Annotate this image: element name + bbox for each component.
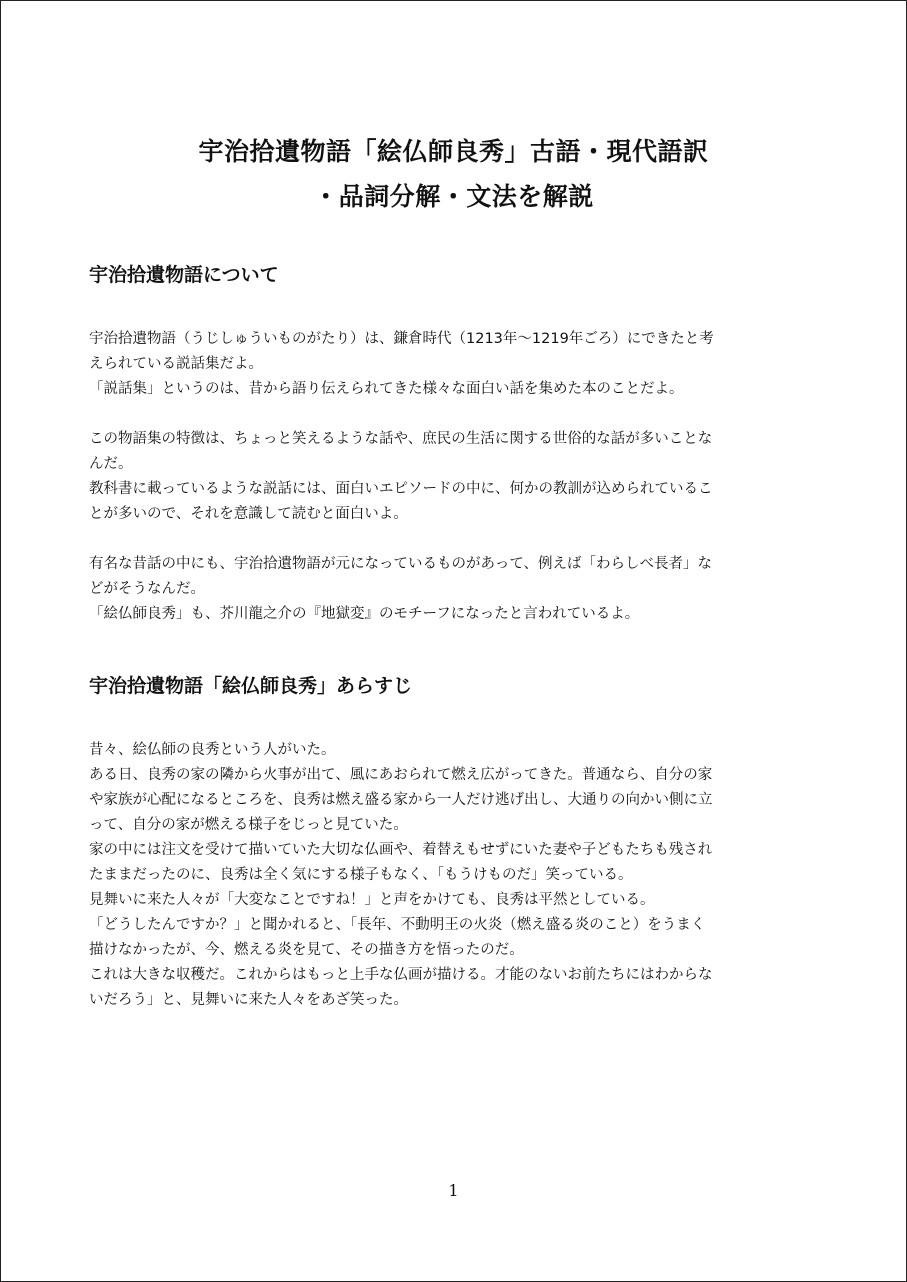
- text-line: 描けなかったが、今、燃える炎を見て、その描き方を悟ったのだ。: [89, 942, 524, 958]
- text-line: どがそうなんだ。: [89, 581, 205, 597]
- text-line: って、自分の家が燃える様子をじっと見ていた。: [89, 817, 408, 833]
- text-line: 宇治拾遺物語（うじしゅういものがたり）は、鎌倉時代（1213年～1219年ごろ）にできたと考: [89, 331, 714, 347]
- text-line: この物語集の特徴は、ちょっと笑えるような話や、庶民の生活に関する世俗的な話が多いことな: [89, 431, 713, 447]
- text-line: 有名な昔話の中にも、宇治拾遺物語が元になっているものがあって、例えば「わらしべ長者」な: [89, 556, 713, 572]
- paragraph: [89, 327, 819, 402]
- text-line: たままだったのに、良秀は全く気にする様子もなく、「もうけものだ」笑っている。: [89, 867, 633, 883]
- text-line: 教科書に載っているような説話には、面白いエピソードの中に、何かの教訓が込められているこ: [89, 481, 713, 497]
- section-about: [89, 261, 819, 627]
- text-line: や家族が心配になるところを、良秀は燃え盛る家から一人だけ逃げ出し、大通りの向かい側に立: [89, 792, 713, 808]
- page-number: 1: [448, 1181, 459, 1200]
- text-line: これは大きな収穫だ。これからはもっと上手な仏画が描ける。才能のないお前たちにはわからな: [89, 967, 713, 983]
- section-heading: 宇治拾遺物語について: [89, 264, 279, 286]
- page-title: [1, 129, 906, 219]
- text-line: 「どうしたんですか？」と聞かれると、「長年、不動明王の火炎（燃え盛る炎のこと）をうまく: [89, 917, 706, 933]
- title-line-2: ・品詞分解・文法を解説: [313, 182, 594, 211]
- paragraph: [89, 427, 819, 527]
- text-line: んだ。: [89, 456, 133, 472]
- text-line: いだろう」と、見舞いに来た人々をあざ笑った。: [89, 992, 408, 1008]
- section-heading: 宇治拾遺物語「絵仏師良秀」あらすじ: [89, 675, 413, 697]
- section-synopsis: [89, 672, 819, 1013]
- text-line: 家の中には注文を受けて描いていた大切な仏画や、着替えもせずにいた妻や子どもたちも残され: [89, 842, 713, 858]
- text-line: とが多いので、それを意識して読むと面白いよ。: [89, 506, 408, 522]
- paragraph: [89, 552, 819, 627]
- text-line: 「説話集」というのは、昔から語り伝えられてきた様々な面白い話を集めた本のことだよ。: [89, 381, 684, 397]
- text-line: ある日、良秀の家の隣から火事が出て、風にあおられて燃え広がってきた。普通なら、自分の家: [89, 767, 713, 783]
- paragraph: [89, 738, 819, 1013]
- text-line: 見舞いに来た人々が「大変なことですね！」と声をかけても、良秀は平然としている。: [89, 892, 655, 908]
- title-line-1: 宇治拾遺物語「絵仏師良秀」古語・現代語訳: [198, 137, 709, 166]
- text-line: 昔々、絵仏師の良秀という人がいた。: [89, 742, 336, 758]
- text-line: えられている説話集だよ。: [89, 356, 263, 372]
- text-line: 「絵仏師良秀」も、芥川龍之介の『地獄変』のモチーフになったと言われているよ。: [89, 606, 640, 622]
